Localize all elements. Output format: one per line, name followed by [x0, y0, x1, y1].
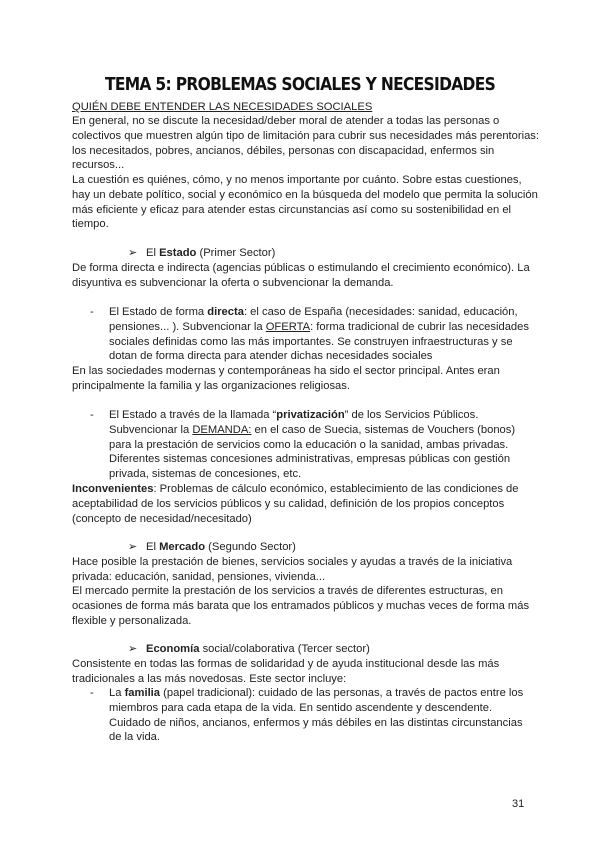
dash-bullet: - [90, 409, 94, 421]
paragraph-estado: De forma directa e indirecta (agencias públicas o estimulando el crecimiento económico). La disyuntiva es subvencionar la oferta o subvencionar la demanda. [72, 262, 530, 289]
paragraph-inconvenientes: Inconvenientes: Problemas de cálculo económico, establecimiento de las condiciones de aceptabilidad de los servicios públicos y su calidad, definición de los propios conceptos (concepto de necesidad/necesitado) [72, 483, 519, 525]
list-item-directa: El Estado de forma directa: el caso de España (necesidades: sanidad, educación, pensiones... ). Subvencionar la OFERTA: forma tradicional de cubrir las necesidades sociales definidas como las más importantes. Se construyen infraestructuras y se dotan de forma directa para atender dichas necesidades sociales [109, 306, 529, 363]
paragraph-mercado-2: El mercado permite la prestación de los servicios a través de diferentes estructuras, en ocasiones de forma más barata que los entramados públicos y muchas veces de forma más flexible y personalizada. [72, 585, 530, 627]
arrow-bullet-icon: ➢ [128, 247, 138, 259]
dash-bullet: - [90, 687, 94, 699]
section-heading: QUIÉN DEBE ENTENDER LAS NECESIDADES SOCIALES [72, 101, 373, 113]
paragraph-intro: En general, no se discute la necesidad/deber moral de atender a todas las personas o colectivos que muestren algún tipo de limitación para cubrir sus necesidades más perentorias: los necesitados, pobres, ancianos, débiles, personas con discapacidad, enfermos sin recursos... [72, 115, 540, 172]
subheading-economia: Economía social/colaborativa (Tercer sector) [146, 643, 370, 655]
list-item-familia: La familia (papel tradicional): cuidado de las personas, a través de pactos entre los miembros para cada etapa de la vida. En sentido ascendente y descendente. Cuidado de niños, ancianos, enfermos y más débiles en las distintas circunstancias de la vida. [109, 687, 524, 744]
list-item-privatizacion: El Estado a través de la llamada “privatización” de los Servicios Públicos. Subvencionar la DEMANDA: en el caso de Suecia, sistemas de Vouchers (bonos) para la prestación de servicios como la educación o la sanidad, ambas privadas. Diferentes sistemas concesiones administrativas, empresas públicas con gestión privada, sistemas de concesiones, etc. [109, 409, 516, 481]
page-title: TEMA 5: PROBLEMAS SOCIALES Y NECESIDADES [104, 74, 496, 95]
paragraph-question: La cuestión es quiénes, cómo, y no menos importante por cuánto. Sobre estas cuestiones, hay un debate político, social y económico en la búsqueda del modelo que permita la solución más eficiente y eficaz para atender estas circunstancias así como su sostenibilidad en el tiempo. [72, 174, 538, 231]
subheading-estado: El Estado (Primer Sector) [146, 247, 276, 259]
paragraph-mercado-1: Hace posible la prestación de bienes, servicios sociales y ayudas a través de la iniciativa privada: educación, sanidad, pensiones, vivienda... [72, 556, 513, 583]
paragraph-modernas: En las sociedades modernas y contemporáneas ha sido el sector principal. Antes eran principalmente la familia y las organizaciones religiosas. [72, 365, 500, 392]
dash-bullet: - [90, 306, 94, 318]
subheading-mercado: El Mercado (Segundo Sector) [146, 541, 296, 553]
page-number: 31 [512, 798, 525, 810]
arrow-bullet-icon: ➢ [128, 643, 138, 655]
paragraph-economia: Consistente en todas las formas de solidaridad y de ayuda institucional desde las más tradicionales a las más novedosas. Este sector incluye: [72, 658, 500, 685]
arrow-bullet-icon: ➢ [128, 541, 138, 553]
